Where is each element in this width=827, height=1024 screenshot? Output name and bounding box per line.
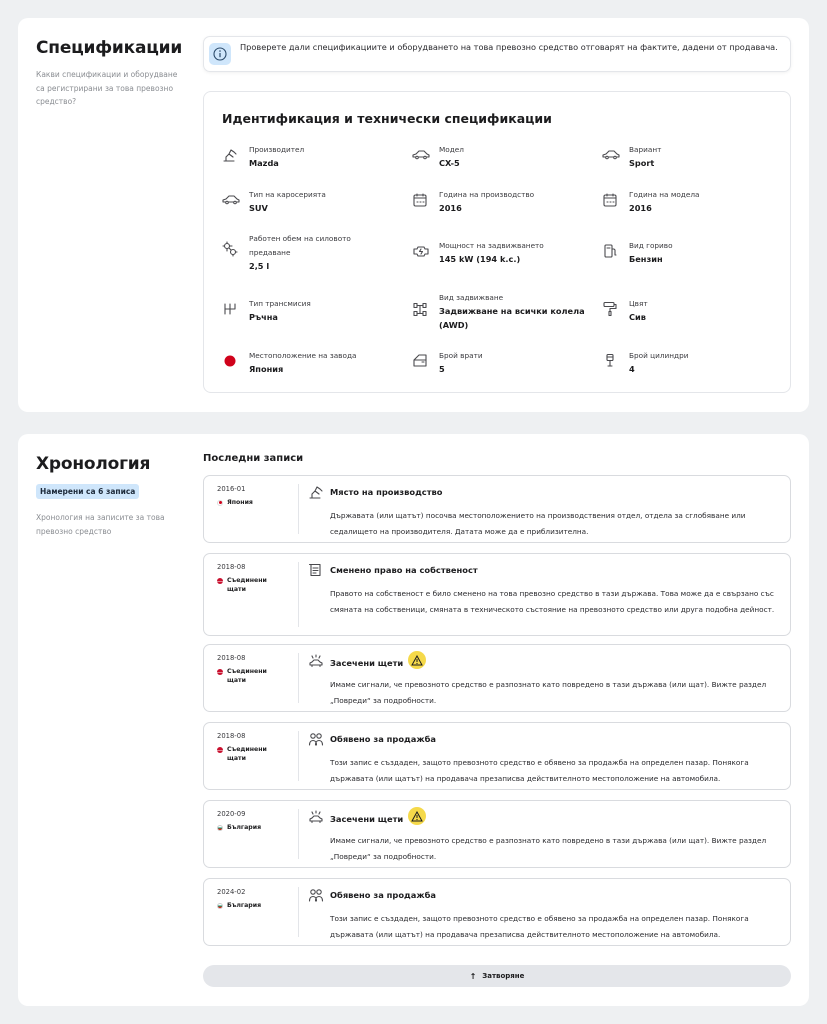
crash-icon [308,810,324,824]
entry-text: Имаме сигнали, че превозното средство е разпознато като повредено в тази държава (или щат). Вижте раздел „Повреди“ за подробности. [330,680,767,705]
entry-title: Обявено за продажба [330,890,436,900]
recent-records-title: Последни записи [203,453,304,464]
usa-flag-icon [217,747,223,753]
history-card [18,434,809,1006]
history-entry[interactable] [203,475,791,543]
bulgaria-flag-icon [217,903,223,909]
info-text: Проверете дали спецификациите и оборудването на това превозно средство отговарят на фактите, дадени от продавача. [240,42,778,52]
specifications-description: Какви спецификации и оборудване са регистрирани за това превозно средство? [36,70,178,106]
entry-date: 2018-08 [217,732,246,740]
car-icon [222,195,238,209]
sale-icon [308,888,324,902]
entry-date: 2016-01 [217,485,246,493]
power-icon [412,244,428,258]
close-label: Затворяне [482,972,525,980]
sale-icon [308,732,324,746]
japan-flag-icon [224,355,240,369]
paint-roller-icon [602,301,618,315]
entry-country: България [217,823,283,832]
info-notice [203,36,791,72]
bulgaria-flag-icon [217,825,223,831]
entry-country: Съединени щати [217,667,283,685]
usa-flag-icon [217,669,223,675]
cylinder-icon [602,353,618,367]
drivetrain-icon [412,302,428,316]
entry-date: 2024-02 [217,888,246,896]
history-entry[interactable] [203,878,791,946]
entry-text: Имаме сигнали, че превозното средство е разпознато като повредено в тази държава (или щат). Вижте раздел „Повреди“ за подробности. [330,836,767,861]
divider [298,562,299,627]
specifications-card [18,18,809,412]
divider [298,887,299,937]
fuel-pump-icon [602,243,618,257]
entry-title: Обявено за продажба [330,734,436,744]
entry-title: Сменено право на собственост [330,565,478,575]
divider [298,731,299,781]
calendar-icon [412,193,428,207]
entry-date: 2018-08 [217,654,246,662]
entry-text: Този запис е създаден, защото превозното средство е обявено за продажба на определен пазар. Понякога държавата (или щатът) на продавача презаписва действителното местоположение на автомобила. [330,758,749,783]
history-entry[interactable] [203,722,791,790]
door-icon [412,353,428,367]
entry-text: Правото на собственост е било сменено на това превозно средство в тази държава. Това може да е свързано със смяната на собственици, смяната в техническото състояние на превозното средство или друга подобна дейност. [330,589,775,614]
history-description: Хронология на записите за това превозно средство [36,513,165,536]
car-icon [602,150,618,164]
divider [298,809,299,859]
engine-icon [222,241,238,255]
gear-shift-icon [222,302,238,316]
entry-country: Съединени щати [217,745,283,763]
factory-robot-icon [222,148,238,162]
specs-panel: Идентификация и технически спецификации Производител Mazda Модел CX-5 Вариант Sport Тип на каросерията SUV Година на производство 2016 Година на модела 2016 Работен обем на силовото предаване 2,5 l Мощност на задвижването 145 kW (194 k.c.) Вид гориво Бензин Тип трансмисия Ръчна Вид задвижване Задвижване на всички колела (AWD) Цвят Сив Местоположение на завода Япония Брой врати 5 Брой цилиндри 4 [203,91,791,393]
history-entry[interactable] [203,644,791,712]
specs-panel-title: Идентификация и технически спецификации [222,111,552,126]
specifications-title: Спецификации [36,38,183,58]
history-entry[interactable] [203,800,791,868]
usa-flag-icon [217,578,223,584]
factory-robot-icon [308,485,324,499]
car-icon [412,150,428,164]
records-found-badge: Намерени са 6 записа [36,484,139,499]
close-button[interactable] [203,965,791,987]
warning-icon [408,807,426,825]
entry-country: България [217,901,283,910]
history-title: Хронология [36,454,151,474]
arrow-up-icon: ↑ [469,971,477,981]
japan-flag-icon [217,500,223,506]
entry-text: Този запис е създаден, защото превозното средство е обявено за продажба на определен пазар. Понякога държавата (или щатът) на продавача презаписва действителното местоположение на автомобила. [330,914,749,939]
entry-country: Съединени щати [217,576,283,594]
divider [298,653,299,703]
entry-title: Засечени щети [330,656,426,669]
history-entry[interactable] [203,553,791,636]
warning-icon [408,651,426,669]
entry-date: 2020-09 [217,810,246,818]
document-icon [308,563,324,577]
entry-country: Япония [217,498,283,507]
entry-title: Място на производство [330,487,443,497]
info-icon [209,43,231,65]
entry-title: Засечени щети [330,812,426,825]
entry-date: 2018-08 [217,563,246,571]
calendar-icon [602,193,618,207]
crash-icon [308,654,324,668]
entry-text: Държавата (или щатът) посочва местоположението на производствения отдел, отдела за сглобяване или седалището на производителя. Датата може да е приблизителна. [330,511,746,536]
divider [298,484,299,534]
